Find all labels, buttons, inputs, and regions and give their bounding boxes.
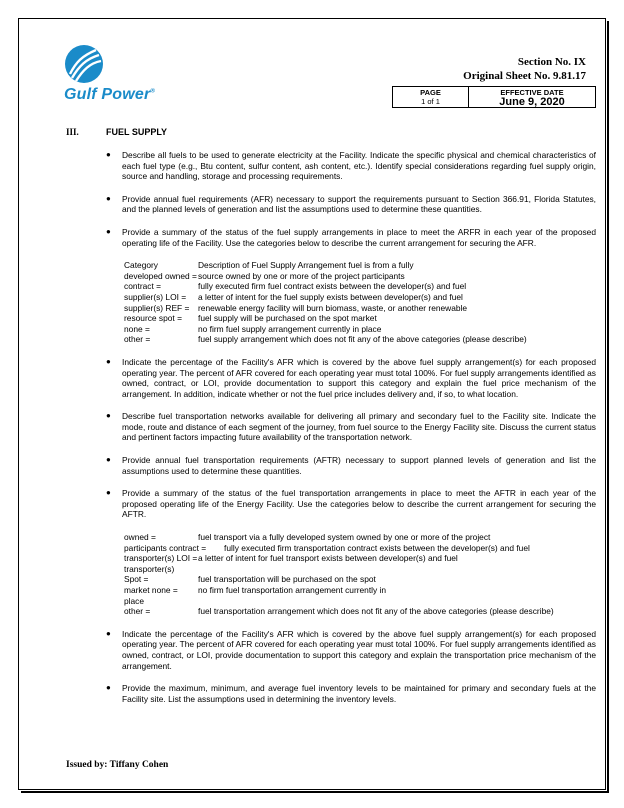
bullet-icon: ● [106, 356, 111, 366]
company-name: Gulf Power® [64, 86, 156, 103]
bullet-icon: ● [106, 150, 111, 159]
fuel-supply-categories [124, 260, 596, 345]
sheet-number: Original Sheet No. 9.81.17 [463, 70, 586, 82]
list-item: ● Provide a summary of the status of the fuel supply arrangements in place to meet the ARFR in each year of the proposed operating life of the Facility. Use the categories below to describe the current arrangement for securing the AFR. [106, 226, 596, 248]
fuel-transport-categories [124, 532, 596, 617]
category-row: Spot = fuel transportation will be purchased on the spot [124, 574, 376, 585]
list-item: ● Describe fuel transportation networks available for delivering all primary and secondary fuel to the Facility site. Indicate the mode, route and distance of each segment of the journey, from fuel source to the Energy Facility site. Discuss the current status and pertinent factors impacting future availability of the transportation network. [106, 411, 596, 443]
page-value: 1 of 1 [421, 97, 440, 106]
category-row: place [124, 595, 145, 606]
effective-date-value: June 9, 2020 [499, 96, 565, 108]
list-item: ● Provide a summary of the status of the fuel transportation arrangements in place to meet the AFTR in each year of the proposed operating life of the Energy Facility. Use the categories below to describe the current arrangement for securing the AFTR. [106, 488, 596, 520]
category-row: none = no firm fuel supply arrangement currently in place [124, 323, 382, 334]
section-title: FUEL SUPPLY [106, 127, 168, 137]
category-row: developed owned = source owned by one or more of the project participants [124, 270, 405, 281]
list-item: ● Provide annual fuel requirements (AFR) necessary to support the requirements pursuant to Section 366.91, Florida Statutes, and the planned levels of generation and list the assumptions used to determine these quantities. [106, 193, 596, 215]
list-item: ● Provide the maximum, minimum, and average fuel inventory levels to be maintained for primary and secondary fuels at the Facility site. List the assumptions used in determining the inventory levels. [106, 683, 596, 704]
bullet-icon: ● [106, 226, 111, 236]
bullet-icon: ● [106, 628, 111, 638]
effective-date-cell [469, 87, 595, 107]
section-heading [66, 127, 167, 137]
category-row: supplier(s) REF = renewable energy facility will burn biomass, waste, or another renewable [124, 302, 468, 313]
list-item: ● Indicate the percentage of the Facility's AFR which is covered by the above fuel supply arrangement(s) for each proposed operating year. The percent of AFR covered for each operating year must total 100%. For fuel supply arrangements identified as owned, contract, or LOI, provide documentation to support this category and explain the fuel price mechanism of the arrangement. In addition, indicate whether or not the fuel price includes delivery and, if so, to what location. [106, 356, 596, 399]
list-item: ● Provide annual fuel transportation requirements (AFTR) necessary to support planned levels of generation and list the assumptions used to determine these quantities. [106, 455, 596, 476]
issued-by: Issued by: Tiffany Cohen [66, 760, 169, 770]
document-body [66, 150, 596, 716]
effective-date-label: EFFECTIVE DATE [500, 88, 564, 97]
bullet-icon: ● [106, 455, 111, 465]
header-table [392, 86, 596, 108]
section-numeral: III. [66, 127, 79, 137]
section-number: Section No. IX [517, 56, 586, 68]
category-row: market none = no firm fuel transportation arrangement currently in [124, 585, 387, 595]
page-cell [393, 87, 469, 107]
category-row: participants contract = fully executed firm transportation contract exists between the developer(s) and fuel [124, 542, 530, 553]
list-item: ● Indicate the percentage of the Facility's AFR which is covered by the above fuel supply arrangement(s) for each proposed operating year. The percent of AFR covered for each operating year must total 100%. For fuel supply arrangements identified as owned, contract, or LOI, provide documentation to support this category and explain the transportation price mechanism of the arrangement. [106, 628, 596, 671]
category-row: resource spot = fuel supply will be purchased on the spot market [124, 313, 377, 324]
bullet-icon: ● [106, 193, 111, 203]
list-item: ● Describe all fuels to be used to generate electricity at the Facility. Indicate the specific physical and chemical characteristics of each fuel type (e.g., Btu content, sulfur content, ash content, etc.). Identify special considerations regarding fuel supply origin, source and handling, storage and processing requirements. [106, 150, 596, 182]
category-row: other = fuel transportation arrangement which does not fit any of the above categories (please describe) [124, 606, 554, 617]
category-row: transporter(s) [124, 563, 175, 574]
bullet-icon: ● [106, 488, 111, 498]
category-row: contract = fully executed firm fuel contract exists between the developer(s) and fuel [124, 281, 467, 292]
category-row: transporter(s) LOI = a letter of intent for fuel transport exists between developer(s) and fuel [124, 553, 458, 564]
bullet-icon: ● [106, 411, 111, 421]
bullet-icon: ● [106, 683, 111, 693]
page-label: PAGE [420, 88, 441, 97]
category-row: supplier(s) LOI = a letter of intent for the fuel supply exists between developer(s) and fuel [124, 291, 463, 302]
category-row: Category Description of Fuel Supply Arrangement fuel is from a fully [124, 260, 414, 271]
category-row: other = fuel supply arrangement which does not fit any of the above categories (please describe) [124, 334, 527, 345]
category-row: owned = fuel transport via a fully developed system owned by one or more of the project [124, 532, 491, 543]
